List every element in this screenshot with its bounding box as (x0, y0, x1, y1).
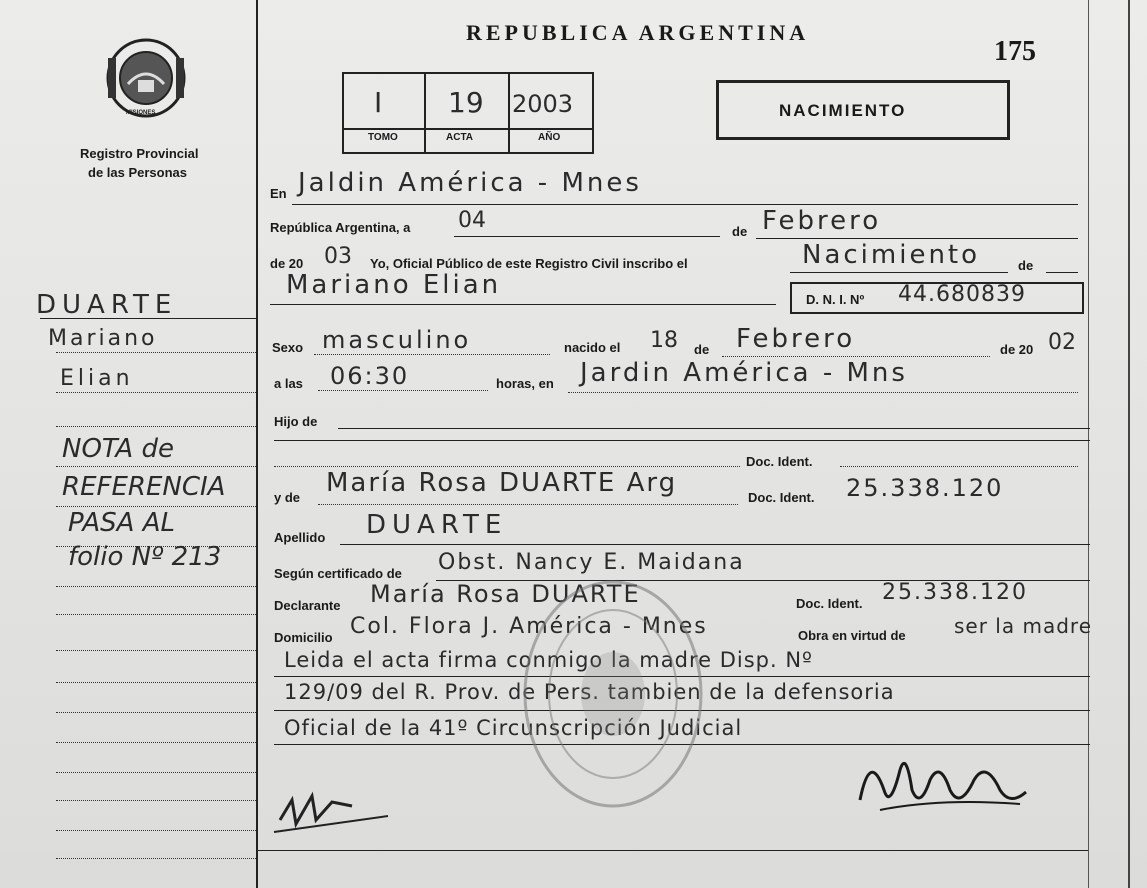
label-declarante: Declarante (274, 598, 341, 613)
margin-rule (56, 352, 256, 353)
label-a-las: a las (274, 376, 303, 391)
margin-rule (56, 650, 256, 651)
rule-time (318, 390, 488, 391)
seal-caption: MISIONES (126, 110, 156, 116)
rule-notes-1 (274, 676, 1090, 677)
value-certificate-from: Obst. Nancy E. Maidana (438, 550, 745, 575)
acta-label: ACTA (446, 132, 474, 143)
label-de20: de 20 (270, 256, 304, 271)
ano-value: 2003 (512, 90, 574, 118)
margin-note-line4: folio Nº 213 (68, 542, 222, 572)
rule-hijo-de (338, 428, 1090, 429)
signature (850, 740, 1040, 830)
tomo-label: TOMO (368, 132, 398, 143)
value-sex: masculino (322, 326, 472, 354)
value-notes-line1: Leida el acta firma conmigo la madre Disp. Nº (284, 648, 813, 672)
provincial-seal (104, 36, 188, 120)
rule-month (756, 238, 1078, 239)
rule-event-end (1046, 272, 1078, 273)
margin-name2: Elian (60, 366, 134, 391)
rule-en (292, 204, 1078, 205)
rule-notes-2 (274, 710, 1090, 711)
value-event: Nacimiento (802, 240, 981, 270)
label-en: En (270, 186, 287, 201)
label-de20-birth: de 20 (1000, 342, 1034, 357)
label-y-de: y de (274, 490, 301, 505)
record-box (342, 72, 594, 154)
ano-label: AÑO (538, 132, 561, 143)
document-type-box (716, 80, 1010, 140)
label-apellido: Apellido (274, 530, 326, 545)
label-segun-certificado: Según certificado de (274, 566, 402, 581)
margin-line (40, 318, 256, 319)
value-mother-doc: 25.338.120 (846, 474, 1004, 502)
margin-rule (56, 682, 256, 683)
value-name: Mariano Elian (286, 270, 502, 300)
value-declarant: María Rosa DUARTE (370, 580, 641, 608)
value-year: 03 (324, 244, 352, 269)
label-dni: D. N. I. Nº (806, 292, 865, 307)
value-birth-day: 18 (650, 328, 678, 353)
country-title: REPUBLICA ARGENTINA (466, 20, 810, 45)
label-republica: República Argentina, a (270, 220, 411, 235)
margin-note-line3: PASA AL (68, 508, 175, 538)
margin-note-line2: REFERENCIA (62, 472, 226, 502)
value-declarant-doc: 25.338.120 (882, 580, 1028, 605)
label-sexo: Sexo (272, 340, 304, 355)
value-notes-line2: 129/09 del R. Prov. de Pers. tambien de la defensoria (284, 680, 895, 704)
value-place: Jaldin América - Mnes (298, 168, 642, 198)
label-hijo-de: Hijo de (274, 414, 318, 429)
rule-bottom (256, 850, 1088, 851)
ano-cell (508, 74, 592, 152)
dni-box (790, 282, 1084, 314)
margin-rule (56, 614, 256, 615)
label-doc-ident-father: Doc. Ident. (746, 454, 813, 469)
right-edge-line (1088, 0, 1089, 888)
value-day: 04 (458, 208, 486, 233)
label-horas-en: horas, en (496, 376, 554, 391)
rule-father-doc-value (840, 466, 1078, 467)
tomo-cell (344, 74, 426, 152)
value-notes-line3: Oficial de la 41º Circunscripción Judicial (284, 716, 743, 740)
label-yo-oficial: Yo, Oficial Público de este Registro Civil inscribo el (370, 256, 688, 271)
margin-name1: Mariano (48, 326, 158, 351)
value-obra: ser la madre (954, 614, 1092, 638)
rule-sex (314, 354, 550, 355)
margin-rule (56, 506, 256, 507)
tomo-value: I (374, 86, 383, 119)
rule-mother (318, 504, 738, 505)
margin-rule (56, 858, 256, 859)
rule-event (790, 272, 1008, 273)
value-birth-month: Febrero (736, 324, 856, 354)
acta-cell (424, 74, 510, 152)
page-right-border (1128, 0, 1130, 888)
registry-name-line1: Registro Provincial (80, 146, 199, 161)
rule-name (270, 304, 776, 305)
rule-apellido (340, 544, 1090, 545)
value-surname: DUARTE (366, 510, 508, 540)
label-obra-en-virtud: Obra en virtud de (798, 628, 906, 643)
margin-initials-mark (272, 780, 392, 840)
record-box-divider (344, 128, 592, 130)
document-type: NACIMIENTO (779, 101, 907, 120)
value-birth-place: Jardin América - Mns (580, 358, 908, 388)
margin-rule (56, 800, 256, 801)
label-domicilio: Domicilio (274, 630, 333, 645)
margin-rule (56, 742, 256, 743)
margin-rule (56, 830, 256, 831)
margin-surname: DUARTE (36, 290, 178, 320)
margin-rule (56, 712, 256, 713)
label-de-month: de (732, 224, 748, 239)
label-de-event: de (1018, 258, 1034, 273)
label-doc-ident-mother: Doc. Ident. (748, 490, 815, 505)
acta-value: 19 (448, 86, 484, 119)
margin-rule (56, 426, 256, 427)
value-month: Febrero (762, 206, 882, 236)
margin-rule (56, 466, 256, 467)
margin-rule (56, 586, 256, 587)
value-mother: María Rosa DUARTE Arg (326, 468, 678, 498)
margin-rule (56, 772, 256, 773)
rule-day (454, 236, 720, 237)
left-column-divider (256, 0, 258, 888)
label-nacido-el: nacido el (564, 340, 621, 355)
value-dni: 44.680839 (898, 282, 1026, 307)
value-domicile: Col. Flora J. América - Mnes (350, 614, 708, 639)
value-birth-year: 02 (1048, 330, 1076, 355)
rule-father-doc (274, 466, 740, 467)
label-doc-ident-declarant: Doc. Ident. (796, 596, 863, 611)
rule-birth-place (568, 392, 1078, 393)
rule-birth-month (722, 356, 990, 357)
margin-note-line1: NOTA de (62, 434, 174, 464)
rule-hijo-de-2 (274, 440, 1090, 441)
label-de-birthmonth: de (694, 342, 710, 357)
registry-name-line2: de las Personas (88, 165, 187, 180)
folio-number: 175 (994, 36, 1036, 67)
margin-rule (56, 392, 256, 393)
value-time: 06:30 (330, 362, 410, 390)
